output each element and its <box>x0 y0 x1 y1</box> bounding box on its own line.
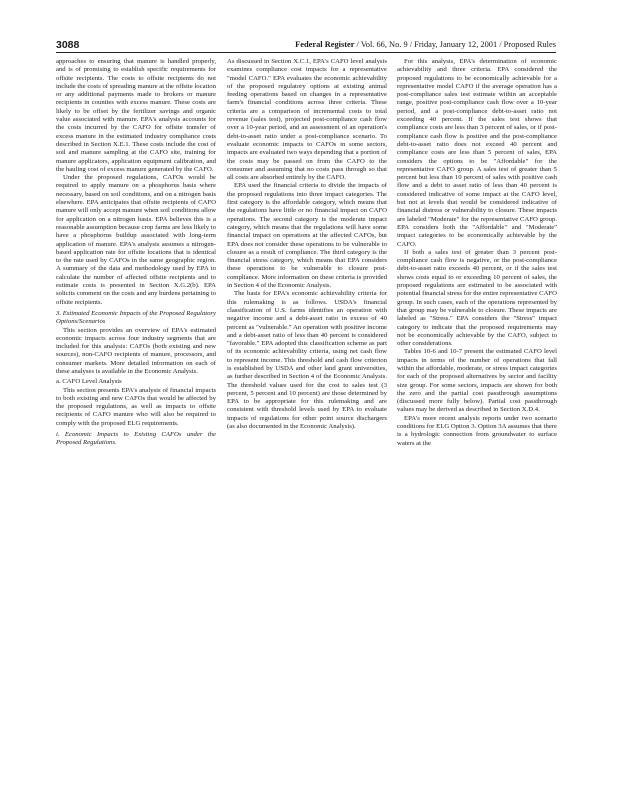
text-column-2 <box>227 58 387 798</box>
paragraph: As discussed in Section X.C.1, EPA's CAFO level analysis examines compliance cost impacts for a representative "model CAFO." EPA evaluates the economic achievability of the proposed regulatory options at existing animal feeding operations based on changes in a representative farm's financial conditions across three criteria. These criteria are a comparison of incremental costs to total revenue (sales test), projected post-compliance cash flow over a 10-year period, and an assessment of an operation's debt-to-asset ratio under a post-compliance scenario. To evaluate economic impacts to CAFOs in some sectors, impacts are evaluated two ways depending that a portion of the costs may be passed on from the CAFO to the consumer and assuming that no costs pass through so that all costs are absorbed entirely by the CAFO. <box>227 58 387 182</box>
section-heading: 3. Estimated Economic Impacts of the Proposed Regulatory Options/Scenarios <box>56 309 216 326</box>
page-number: 3088 <box>56 39 80 51</box>
paragraph: EPA's more recent analysis reports under two scenario conditions for ELG Option 3. Option 3A assumes that there is a hydrologic connection from groundwater to surface waters at the <box>397 414 557 447</box>
paragraph: If both a sales test of greater than 3 percent post-compliance cash flow is negative, or the post-compliance debt-to-asset ratio exceeds 40 percent, or if the sales test shows costs equal to or exceeding 10 percent of sales, the proposed regulations are estimated to be associated with potential financial stress for the entire representative CAFO group. In such cases, each of the operations represented by that group may be vulnerable to closure. These impacts are labeled as "Stress." EPA considers the "Stress" impact category to indicate that the proposed requirements may not be economically achievable by the CAFO, subject to other considerations. <box>397 248 557 348</box>
running-head-text <box>295 40 556 49</box>
issue-info: / Vol. 66, No. 9 / Friday, January 12, 2001 / Proposed Rules <box>354 40 556 49</box>
text-column-1 <box>56 58 216 798</box>
paragraph: EPA used the financial criteria to divide the impacts of the proposed regulations into three impact categories. The first category is the affordable category, which means that the regulations have little or no financial impact on CAFO operations. The second category is the moderate impact category, which means that the regulations will have some financial impact on operations at the affected CAFOs, but EPA does not consider these operations to be vulnerable to closure as a result of compliance. The third category is the financial stress category, which means that EPA considers these operations to be vulnerable to closure post-compliance. More information on these criteria is provided in Section 4 of the Economic Analysis. <box>227 182 387 290</box>
section-heading: i. Economic Impacts to Existing CAFOs under the Proposed Regulations. <box>56 431 216 447</box>
section-heading: a. CAFO Level Analysis <box>56 378 122 386</box>
paragraph: The basis for EPA's economic achievability criteria for this rulemaking is as follows. USDA's financial classification of U.S. farms identifies an operation with negative income and a debt-asset ratio in excess of 40 percent as "vulnerable." An operation with positive income and a debt-asset ratio of less than 40 percent is considered "favorable." EPA adopted this classification scheme as part of its economic achievability criteria, using net cash flow to represent income. This threshold and cash flow criterion is established by USDA and other land grant universities, as further described in Section 4 of the Economic Analysis. The threshold values used for the cost to sales test (3 percent, 5 percent and 10 percent) are those determined by EPA to be appropriate for this rulemaking and are consistent with threshold levels used by EPA to evaluate impacts of regulations for other point source dischargers (as also documented in the Economic Analysis). <box>227 290 387 431</box>
text-column-3 <box>397 58 557 798</box>
journal-name: Federal Register <box>295 40 355 49</box>
paragraph: This section provides an overview of EPA's estimated economic impacts across four industry segments that are included for this analysis: CAFOs (both existing and new sources), non-CAFO recipients of manure, processors, and consumer markets. More detailed information on each of these analyses is available in the Economic Analysis. <box>56 326 216 375</box>
paragraph: Under the proposed regulations, CAFOs would be required to apply manure on a phosphorus basis where necessary, based on soil conditions, and on a nitrogen basis elsewhere. EPA anticipates that offsite recipients of CAFO manure will only accept manure when soil conditions allow for application on a nitrogen basis. EPA believes this is a reasonable assumption because crop farms are less likely to have a phosphorus buildup associated with long-term application of manure. EPA's analysis assumes a nitrogen-based application rate for offsite locations that is identical to the rate used by CAFOs in the same geographic region. A summary of the data and methodology used by EPA to calculate the number of affected offsite recipients and to estimate costs is presented in Section X.G.2(b). EPA solicits comment on the costs and any burdens pertaining to offsite recipients. <box>56 174 216 306</box>
paragraph: This section presents EPA's analysis of financial impacts to both existing and new CAFOs that would be affected by the proposed regulations, as well as impacts to offsite recipients of CAFO manure who will also be required to comply with the proposed ELG requirements. <box>56 386 216 427</box>
paragraph: Tables 10-6 and 10-7 present the estimated CAFO level impacts in terms of the number of operations that fall within the affordable, moderate, or stress impact categories for each of the proposed alternatives by sector and facility size group. For some sectors, impacts are shown for both the zero and the partial cost passthrough assumptions (discussed more fully below). Partial cost passthrough values may be derived as described in Section X.D.4. <box>397 348 557 414</box>
running-header <box>56 40 556 53</box>
paragraph: For this analysis, EPA's determination of economic achievability and three criteria. EPA considered the proposed regulations to be economically achievable for a representative model CAFO if the average operation has a post-compliance sales test estimate within an acceptable range, positive post-compliance cash flow over a 10-year period, and a post-compliance debt-to-asset ratio not exceeding 40 percent. If the sales test shows that compliance costs are less than 3 percent of sales, or if post-compliance cash flow is positive and the post-compliance debt-to-asset ratio does not exceed 40 percent and compliance costs are less than 5 percent of sales, EPA considers the options to be "Affordable" for the representative CAFO group. A sales test of greater than 5 percent but less than 10 percent of sales with positive cash flow and a debt to asset ratio of less than 40 percent is considered indicative of some impact at the CAFO level, but not at levels that would be considered indicative of financial distress or vulnerability to closure. These impacts are labeled "Moderate" for the representative CAFO group. EPA considers both the "Affordable" and "Moderate" impact categories to be economically achievable by the CAFO. <box>397 58 557 248</box>
paragraph: approaches to ensuring that manure is handled properly, and is of promising to establish specific requirements for offsite recipients. The costs to offsite recipients do not include the costs of spreading manure at the offsite location or any additional payments made to brokers or manure recipients in counties with excess manure. These costs are likely to be offset by the fertilizer savings and organic value associated with manure. EPA's analysis accounts for the costs incurred by the CAFO for offsite transfer of excess manure in the estimated industry compliance costs described in Section X.E.1. These costs include the cost of soil and manure sampling at the CAFO site, training for manure applicators, application equipment calibration, and the hauling cost of excess manure generated by the CAFO. <box>56 58 216 173</box>
